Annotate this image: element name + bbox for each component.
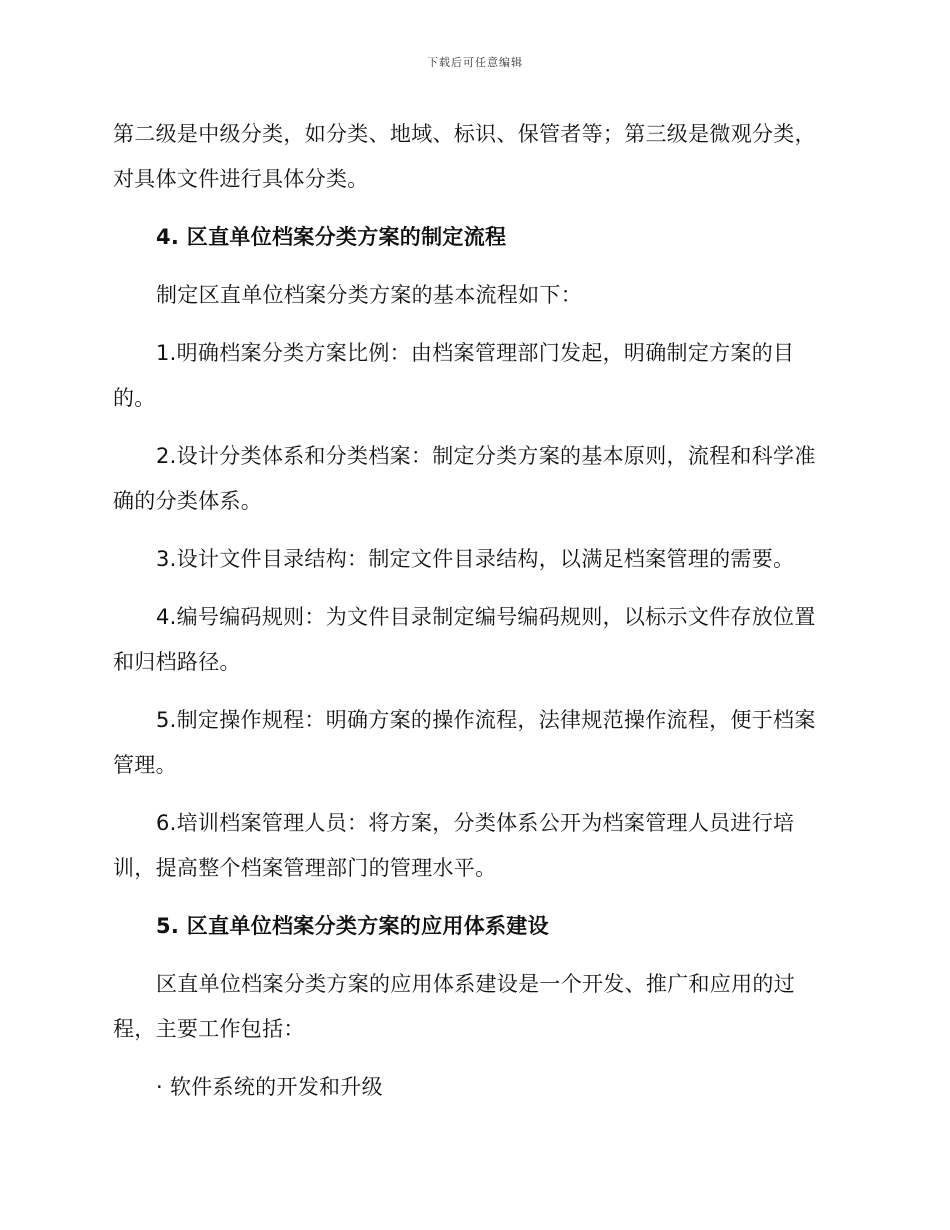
list-item-step-6: 6.培训档案管理人员：将方案，分类体系公开为档案管理人员进行培训，提高整个档案管理部门的管理水平。 bbox=[113, 811, 795, 880]
bullet-item-software: · 软件系统的开发和升级 bbox=[156, 1075, 383, 1099]
list-item-step-3: 3.设计文件目录结构：制定文件目录结构，以满足档案管理的需要。 bbox=[156, 547, 795, 571]
paragraph-process-intro: 制定区直单位档案分类方案的基本流程如下： bbox=[156, 283, 582, 307]
list-item-step-1: 1.明确档案分类方案比例：由档案管理部门发起，明确制定方案的目的。 bbox=[113, 341, 795, 410]
section-heading-4: 4. 区直单位档案分类方案的制定流程 bbox=[156, 225, 507, 249]
section-heading-5: 5. 区直单位档案分类方案的应用体系建设 bbox=[156, 914, 549, 938]
page-header: 下载后可任意编辑 bbox=[427, 56, 523, 69]
list-item-step-4: 4.编号编码规则：为文件目录制定编号编码规则，以标示文件存放位置和归档路径。 bbox=[113, 605, 816, 674]
list-item-step-5: 5.制定操作规程：明确方案的操作流程，法律规范操作流程，便于档案管理。 bbox=[113, 708, 816, 777]
paragraph-application-intro: 区直单位档案分类方案的应用体系建设是一个开发、推广和应用的过程，主要工作包括： bbox=[113, 972, 795, 1041]
list-item-step-2: 2.设计分类体系和分类档案：制定分类方案的基本原则，流程和科学准确的分类体系。 bbox=[113, 444, 816, 513]
document-body bbox=[113, 112, 831, 1110]
paragraph-classification-levels: 第二级是中级分类，如分类、地域、标识、保管者等；第三级是微观分类，对具体文件进行具体分类。 bbox=[113, 122, 816, 191]
